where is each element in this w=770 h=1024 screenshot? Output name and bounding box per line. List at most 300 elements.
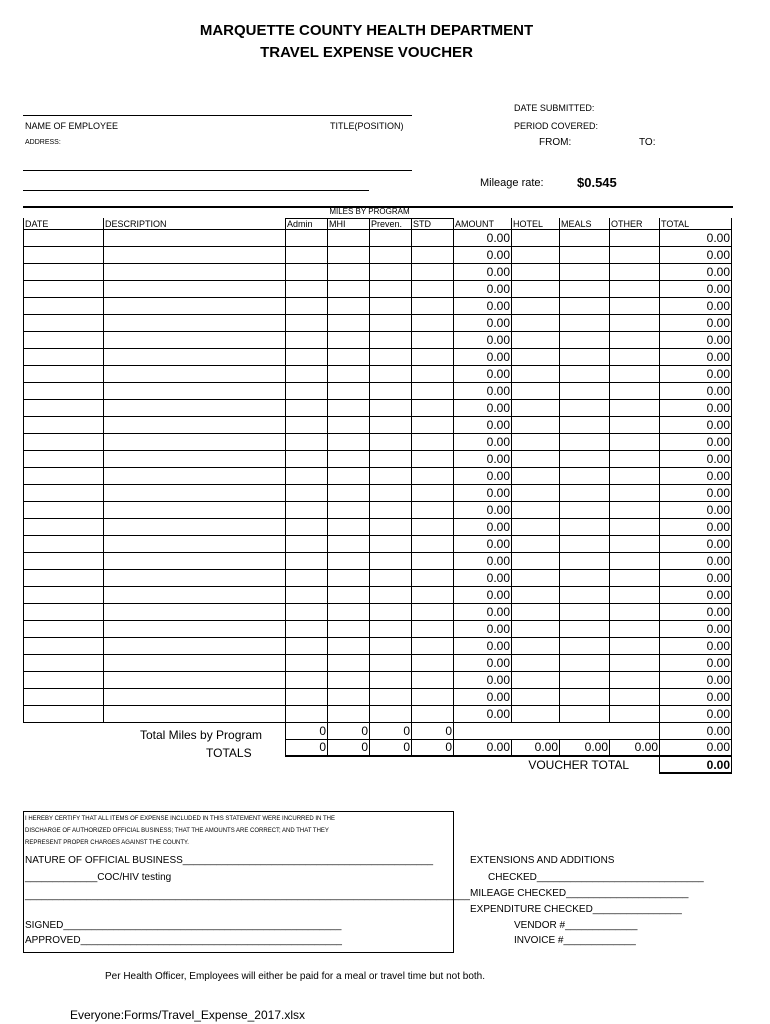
entry-cell[interactable] xyxy=(286,314,328,331)
entry-cell[interactable] xyxy=(412,586,454,603)
entry-cell[interactable] xyxy=(560,331,610,348)
entry-cell[interactable] xyxy=(24,535,104,552)
entry-cell[interactable] xyxy=(370,399,412,416)
entry-cell[interactable] xyxy=(610,569,660,586)
entry-cell[interactable] xyxy=(370,348,412,365)
amount-cell[interactable]: 0.00 xyxy=(454,518,512,535)
entry-cell[interactable] xyxy=(512,569,560,586)
entry-cell[interactable] xyxy=(328,552,370,569)
entry-cell[interactable] xyxy=(412,348,454,365)
entry-cell[interactable] xyxy=(610,671,660,688)
amount-cell[interactable]: 0.00 xyxy=(454,246,512,263)
entry-cell[interactable] xyxy=(512,467,560,484)
entry-cell[interactable] xyxy=(370,654,412,671)
total-cell[interactable]: 0.00 xyxy=(660,535,732,552)
entry-cell[interactable] xyxy=(512,229,560,246)
amount-cell[interactable]: 0.00 xyxy=(454,314,512,331)
entry-cell[interactable] xyxy=(512,331,560,348)
entry-cell[interactable] xyxy=(24,603,104,620)
entry-cell[interactable] xyxy=(610,365,660,382)
entry-cell[interactable] xyxy=(610,348,660,365)
entry-cell[interactable] xyxy=(560,467,610,484)
entry-cell[interactable] xyxy=(412,229,454,246)
total-cell[interactable]: 0.00 xyxy=(660,246,732,263)
entry-cell[interactable] xyxy=(412,671,454,688)
entry-cell[interactable] xyxy=(286,416,328,433)
entry-cell[interactable] xyxy=(328,331,370,348)
entry-cell[interactable] xyxy=(24,518,104,535)
entry-cell[interactable] xyxy=(286,365,328,382)
entry-cell[interactable] xyxy=(610,705,660,722)
entry-cell[interactable] xyxy=(370,569,412,586)
invoice-field[interactable]: INVOICE #_____________ xyxy=(514,935,636,946)
entry-cell[interactable] xyxy=(512,688,560,705)
entry-cell[interactable] xyxy=(24,331,104,348)
entry-cell[interactable] xyxy=(560,535,610,552)
entry-cell[interactable] xyxy=(286,433,328,450)
entry-cell[interactable] xyxy=(328,501,370,518)
entry-cell[interactable] xyxy=(412,484,454,501)
entry-cell[interactable] xyxy=(286,331,328,348)
entry-cell[interactable] xyxy=(24,637,104,654)
nature-of-business-field[interactable]: NATURE OF OFFICIAL BUSINESS_____________________________________________ xyxy=(25,855,434,866)
amount-cell[interactable]: 0.00 xyxy=(454,535,512,552)
entry-cell[interactable] xyxy=(512,705,560,722)
entry-cell[interactable] xyxy=(370,705,412,722)
entry-cell[interactable] xyxy=(512,654,560,671)
entry-cell[interactable] xyxy=(370,603,412,620)
entry-cell[interactable] xyxy=(610,263,660,280)
amount-cell[interactable]: 0.00 xyxy=(454,348,512,365)
entry-cell[interactable] xyxy=(560,620,610,637)
amount-cell[interactable]: 0.00 xyxy=(454,637,512,654)
entry-cell[interactable] xyxy=(370,365,412,382)
entry-cell[interactable] xyxy=(328,416,370,433)
entry-cell[interactable] xyxy=(286,552,328,569)
entry-cell[interactable] xyxy=(286,229,328,246)
entry-cell[interactable] xyxy=(412,688,454,705)
approved-field[interactable]: APPROVED_______________________________________________ xyxy=(25,935,342,946)
amount-cell[interactable]: 0.00 xyxy=(454,229,512,246)
total-cell[interactable]: 0.00 xyxy=(660,229,732,246)
entry-cell[interactable] xyxy=(104,705,286,722)
entry-cell[interactable] xyxy=(512,603,560,620)
entry-cell[interactable] xyxy=(610,688,660,705)
entry-cell[interactable] xyxy=(370,280,412,297)
amount-cell[interactable]: 0.00 xyxy=(454,705,512,722)
total-cell[interactable]: 0.00 xyxy=(660,671,732,688)
entry-cell[interactable] xyxy=(286,603,328,620)
entry-cell[interactable] xyxy=(512,671,560,688)
entry-cell[interactable] xyxy=(412,382,454,399)
entry-cell[interactable] xyxy=(370,297,412,314)
total-cell[interactable]: 0.00 xyxy=(660,416,732,433)
entry-cell[interactable] xyxy=(560,603,610,620)
entry-cell[interactable] xyxy=(560,297,610,314)
total-cell[interactable]: 0.00 xyxy=(660,331,732,348)
entry-cell[interactable] xyxy=(610,331,660,348)
total-cell[interactable]: 0.00 xyxy=(660,569,732,586)
entry-cell[interactable] xyxy=(512,450,560,467)
entry-cell[interactable] xyxy=(560,654,610,671)
entry-cell[interactable] xyxy=(370,671,412,688)
entry-cell[interactable] xyxy=(370,620,412,637)
entry-cell[interactable] xyxy=(328,535,370,552)
entry-cell[interactable] xyxy=(286,382,328,399)
entry-cell[interactable] xyxy=(328,348,370,365)
entry-cell[interactable] xyxy=(286,688,328,705)
entry-cell[interactable] xyxy=(370,229,412,246)
entry-cell[interactable] xyxy=(328,637,370,654)
amount-cell[interactable]: 0.00 xyxy=(454,569,512,586)
entry-cell[interactable] xyxy=(610,399,660,416)
entry-cell[interactable] xyxy=(370,263,412,280)
entry-cell[interactable] xyxy=(24,229,104,246)
entry-cell[interactable] xyxy=(512,518,560,535)
entry-cell[interactable] xyxy=(412,331,454,348)
amount-cell[interactable]: 0.00 xyxy=(454,620,512,637)
vendor-field[interactable]: VENDOR #_____________ xyxy=(514,920,638,931)
amount-cell[interactable]: 0.00 xyxy=(454,654,512,671)
entry-cell[interactable] xyxy=(512,280,560,297)
entry-cell[interactable] xyxy=(24,569,104,586)
entry-cell[interactable] xyxy=(286,654,328,671)
entry-cell[interactable] xyxy=(412,705,454,722)
total-cell[interactable]: 0.00 xyxy=(660,484,732,501)
entry-cell[interactable] xyxy=(328,297,370,314)
entry-cell[interactable] xyxy=(370,518,412,535)
entry-cell[interactable] xyxy=(104,331,286,348)
amount-cell[interactable]: 0.00 xyxy=(454,399,512,416)
entry-cell[interactable] xyxy=(370,637,412,654)
total-cell[interactable]: 0.00 xyxy=(660,603,732,620)
entry-cell[interactable] xyxy=(610,620,660,637)
entry-cell[interactable] xyxy=(610,518,660,535)
entry-cell[interactable] xyxy=(412,535,454,552)
entry-cell[interactable] xyxy=(512,501,560,518)
amount-cell[interactable]: 0.00 xyxy=(454,450,512,467)
entry-cell[interactable] xyxy=(104,569,286,586)
entry-cell[interactable] xyxy=(286,246,328,263)
entry-cell[interactable] xyxy=(328,399,370,416)
entry-cell[interactable] xyxy=(328,518,370,535)
entry-cell[interactable] xyxy=(512,246,560,263)
checked-field[interactable]: CHECKED______________________________ xyxy=(488,872,704,883)
entry-cell[interactable] xyxy=(24,246,104,263)
entry-cell[interactable] xyxy=(24,450,104,467)
entry-cell[interactable] xyxy=(610,297,660,314)
entry-cell[interactable] xyxy=(512,399,560,416)
amount-cell[interactable]: 0.00 xyxy=(454,501,512,518)
entry-cell[interactable] xyxy=(512,484,560,501)
entry-cell[interactable] xyxy=(512,348,560,365)
entry-cell[interactable] xyxy=(412,416,454,433)
entry-cell[interactable] xyxy=(560,450,610,467)
entry-cell[interactable] xyxy=(286,620,328,637)
amount-cell[interactable]: 0.00 xyxy=(454,382,512,399)
entry-cell[interactable] xyxy=(328,484,370,501)
amount-cell[interactable]: 0.00 xyxy=(454,297,512,314)
entry-cell[interactable] xyxy=(24,705,104,722)
entry-cell[interactable] xyxy=(104,229,286,246)
entry-cell[interactable] xyxy=(610,552,660,569)
entry-cell[interactable] xyxy=(610,467,660,484)
entry-cell[interactable] xyxy=(328,688,370,705)
entry-cell[interactable] xyxy=(104,246,286,263)
entry-cell[interactable] xyxy=(104,416,286,433)
entry-cell[interactable] xyxy=(328,620,370,637)
amount-cell[interactable]: 0.00 xyxy=(454,263,512,280)
entry-cell[interactable] xyxy=(24,382,104,399)
entry-cell[interactable] xyxy=(104,280,286,297)
entry-cell[interactable] xyxy=(412,246,454,263)
entry-cell[interactable] xyxy=(610,484,660,501)
entry-cell[interactable] xyxy=(24,399,104,416)
entry-cell[interactable] xyxy=(512,314,560,331)
entry-cell[interactable] xyxy=(412,620,454,637)
entry-cell[interactable] xyxy=(24,501,104,518)
mileage-checked-field[interactable]: MILEAGE CHECKED______________________ xyxy=(470,888,689,899)
entry-cell[interactable] xyxy=(412,569,454,586)
total-cell[interactable]: 0.00 xyxy=(660,620,732,637)
entry-cell[interactable] xyxy=(104,382,286,399)
entry-cell[interactable] xyxy=(286,467,328,484)
entry-cell[interactable] xyxy=(370,246,412,263)
entry-cell[interactable] xyxy=(104,348,286,365)
amount-cell[interactable]: 0.00 xyxy=(454,331,512,348)
entry-cell[interactable] xyxy=(328,229,370,246)
entry-cell[interactable] xyxy=(24,263,104,280)
entry-cell[interactable] xyxy=(512,637,560,654)
entry-cell[interactable] xyxy=(24,467,104,484)
entry-cell[interactable] xyxy=(560,518,610,535)
entry-cell[interactable] xyxy=(104,620,286,637)
entry-cell[interactable] xyxy=(328,280,370,297)
entry-cell[interactable] xyxy=(610,637,660,654)
entry-cell[interactable] xyxy=(104,637,286,654)
entry-cell[interactable] xyxy=(104,450,286,467)
entry-cell[interactable] xyxy=(24,586,104,603)
entry-cell[interactable] xyxy=(370,484,412,501)
entry-cell[interactable] xyxy=(412,654,454,671)
entry-cell[interactable] xyxy=(286,586,328,603)
entry-cell[interactable] xyxy=(560,705,610,722)
total-cell[interactable]: 0.00 xyxy=(660,501,732,518)
entry-cell[interactable] xyxy=(610,654,660,671)
entry-cell[interactable] xyxy=(412,518,454,535)
entry-cell[interactable] xyxy=(104,314,286,331)
entry-cell[interactable] xyxy=(370,450,412,467)
entry-cell[interactable] xyxy=(104,654,286,671)
entry-cell[interactable] xyxy=(370,501,412,518)
entry-cell[interactable] xyxy=(104,603,286,620)
entry-cell[interactable] xyxy=(328,569,370,586)
entry-cell[interactable] xyxy=(24,620,104,637)
total-cell[interactable]: 0.00 xyxy=(660,467,732,484)
entry-cell[interactable] xyxy=(286,637,328,654)
entry-cell[interactable] xyxy=(610,586,660,603)
total-cell[interactable]: 0.00 xyxy=(660,399,732,416)
entry-cell[interactable] xyxy=(370,467,412,484)
entry-cell[interactable] xyxy=(24,348,104,365)
entry-cell[interactable] xyxy=(412,501,454,518)
entry-cell[interactable] xyxy=(512,382,560,399)
signed-field[interactable]: SIGNED__________________________________________________ xyxy=(25,920,342,931)
entry-cell[interactable] xyxy=(104,467,286,484)
entry-cell[interactable] xyxy=(286,399,328,416)
entry-cell[interactable] xyxy=(286,297,328,314)
entry-cell[interactable] xyxy=(286,501,328,518)
entry-cell[interactable] xyxy=(328,467,370,484)
entry-cell[interactable] xyxy=(286,348,328,365)
entry-cell[interactable] xyxy=(370,382,412,399)
entry-cell[interactable] xyxy=(104,399,286,416)
entry-cell[interactable] xyxy=(328,246,370,263)
entry-cell[interactable] xyxy=(412,467,454,484)
entry-cell[interactable] xyxy=(512,365,560,382)
entry-cell[interactable] xyxy=(560,263,610,280)
entry-cell[interactable] xyxy=(560,246,610,263)
entry-cell[interactable] xyxy=(610,501,660,518)
entry-cell[interactable] xyxy=(560,637,610,654)
entry-cell[interactable] xyxy=(560,416,610,433)
amount-cell[interactable]: 0.00 xyxy=(454,603,512,620)
entry-cell[interactable] xyxy=(370,552,412,569)
entry-cell[interactable] xyxy=(560,348,610,365)
entry-cell[interactable] xyxy=(560,501,610,518)
entry-cell[interactable] xyxy=(610,603,660,620)
entry-cell[interactable] xyxy=(412,297,454,314)
entry-cell[interactable] xyxy=(370,433,412,450)
entry-cell[interactable] xyxy=(560,586,610,603)
entry-cell[interactable] xyxy=(286,518,328,535)
entry-cell[interactable] xyxy=(610,229,660,246)
entry-cell[interactable] xyxy=(560,552,610,569)
total-cell[interactable]: 0.00 xyxy=(660,688,732,705)
entry-cell[interactable] xyxy=(512,263,560,280)
entry-cell[interactable] xyxy=(104,552,286,569)
entry-cell[interactable] xyxy=(24,314,104,331)
entry-cell[interactable] xyxy=(104,535,286,552)
entry-cell[interactable] xyxy=(370,535,412,552)
entry-cell[interactable] xyxy=(560,365,610,382)
entry-cell[interactable] xyxy=(560,399,610,416)
entry-cell[interactable] xyxy=(370,416,412,433)
entry-cell[interactable] xyxy=(24,654,104,671)
entry-cell[interactable] xyxy=(104,501,286,518)
entry-cell[interactable] xyxy=(610,450,660,467)
entry-cell[interactable] xyxy=(286,535,328,552)
entry-cell[interactable] xyxy=(412,263,454,280)
entry-cell[interactable] xyxy=(610,416,660,433)
entry-cell[interactable] xyxy=(286,671,328,688)
entry-cell[interactable] xyxy=(286,569,328,586)
entry-cell[interactable] xyxy=(104,671,286,688)
total-cell[interactable]: 0.00 xyxy=(660,518,732,535)
entry-cell[interactable] xyxy=(560,433,610,450)
entry-cell[interactable] xyxy=(328,654,370,671)
entry-cell[interactable] xyxy=(24,280,104,297)
entry-cell[interactable] xyxy=(24,688,104,705)
amount-cell[interactable]: 0.00 xyxy=(454,416,512,433)
entry-cell[interactable] xyxy=(412,280,454,297)
entry-cell[interactable] xyxy=(328,365,370,382)
entry-cell[interactable] xyxy=(104,518,286,535)
entry-cell[interactable] xyxy=(412,637,454,654)
entry-cell[interactable] xyxy=(24,671,104,688)
entry-cell[interactable] xyxy=(512,552,560,569)
entry-cell[interactable] xyxy=(104,263,286,280)
entry-cell[interactable] xyxy=(512,535,560,552)
nature-of-business-value[interactable]: _____________COC/HIV testing xyxy=(25,872,172,883)
amount-cell[interactable]: 0.00 xyxy=(454,365,512,382)
entry-cell[interactable] xyxy=(412,399,454,416)
entry-cell[interactable] xyxy=(610,314,660,331)
amount-cell[interactable]: 0.00 xyxy=(454,280,512,297)
total-cell[interactable]: 0.00 xyxy=(660,314,732,331)
amount-cell[interactable]: 0.00 xyxy=(454,586,512,603)
total-cell[interactable]: 0.00 xyxy=(660,280,732,297)
entry-cell[interactable] xyxy=(328,433,370,450)
entry-cell[interactable] xyxy=(286,450,328,467)
entry-cell[interactable] xyxy=(328,382,370,399)
entry-cell[interactable] xyxy=(104,433,286,450)
entry-cell[interactable] xyxy=(24,433,104,450)
blank-business-line[interactable]: ________________________________________________________________________________ xyxy=(25,890,470,901)
entry-cell[interactable] xyxy=(286,484,328,501)
entry-cell[interactable] xyxy=(286,263,328,280)
total-cell[interactable]: 0.00 xyxy=(660,586,732,603)
entry-cell[interactable] xyxy=(104,688,286,705)
amount-cell[interactable]: 0.00 xyxy=(454,552,512,569)
entry-cell[interactable] xyxy=(512,586,560,603)
entry-cell[interactable] xyxy=(24,552,104,569)
entry-cell[interactable] xyxy=(104,297,286,314)
entry-cell[interactable] xyxy=(512,433,560,450)
total-cell[interactable]: 0.00 xyxy=(660,450,732,467)
total-cell[interactable]: 0.00 xyxy=(660,637,732,654)
entry-cell[interactable] xyxy=(328,705,370,722)
total-cell[interactable]: 0.00 xyxy=(660,552,732,569)
total-cell[interactable]: 0.00 xyxy=(660,382,732,399)
entry-cell[interactable] xyxy=(610,433,660,450)
entry-cell[interactable] xyxy=(412,365,454,382)
entry-cell[interactable] xyxy=(560,484,610,501)
entry-cell[interactable] xyxy=(328,450,370,467)
total-cell[interactable]: 0.00 xyxy=(660,433,732,450)
total-cell[interactable]: 0.00 xyxy=(660,263,732,280)
entry-cell[interactable] xyxy=(104,586,286,603)
total-cell[interactable]: 0.00 xyxy=(660,297,732,314)
total-cell[interactable]: 0.00 xyxy=(660,365,732,382)
entry-cell[interactable] xyxy=(328,263,370,280)
entry-cell[interactable] xyxy=(328,671,370,688)
entry-cell[interactable] xyxy=(512,297,560,314)
amount-cell[interactable]: 0.00 xyxy=(454,688,512,705)
entry-cell[interactable] xyxy=(104,484,286,501)
entry-cell[interactable] xyxy=(412,314,454,331)
entry-cell[interactable] xyxy=(412,552,454,569)
entry-cell[interactable] xyxy=(412,603,454,620)
total-cell[interactable]: 0.00 xyxy=(660,348,732,365)
entry-cell[interactable] xyxy=(286,705,328,722)
amount-cell[interactable]: 0.00 xyxy=(454,484,512,501)
entry-cell[interactable] xyxy=(24,416,104,433)
entry-cell[interactable] xyxy=(104,365,286,382)
entry-cell[interactable] xyxy=(560,229,610,246)
entry-cell[interactable] xyxy=(412,450,454,467)
expenditure-checked-field[interactable]: EXPENDITURE CHECKED________________ xyxy=(470,904,682,915)
